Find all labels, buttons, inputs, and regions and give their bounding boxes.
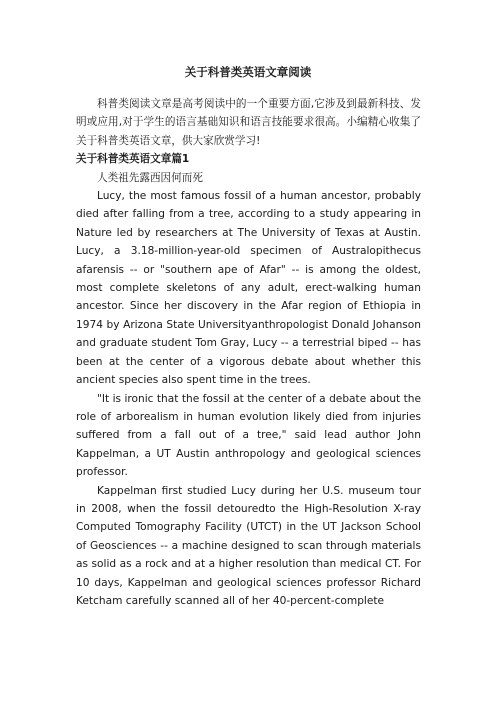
document-title: 关于科普类英语文章阅读 bbox=[184, 65, 312, 79]
article-paragraph-1: Lucy, the most famous fossil of a human ancestor, probably died after falling from a tree, according to a study appearing in Nature led by researchers at The University of Texas at Austin. Lucy, a 3.18-million-year-old specimen of Australopithecus afarensis -- or "southern ape of Afar" -- is among the oldest, most complete skeletons of any adult, erect-walking human ancestor. Since her discovery in the Afar region of Ethiopia in 1974 by Arizona State Universityanthropologist Donald Johanson and graduate student Tom Gray, Lucy -- a terrestrial biped -- has been at the center of a vigorous debate about whether this ancient species also spent time in the trees. bbox=[76, 190, 421, 387]
document-body bbox=[76, 95, 421, 610]
section-heading: 关于科普类英语文章篇1 bbox=[76, 153, 190, 166]
article-paragraph-3: Kappelman first studied Lucy during her U.S. museum tour in 2008, when the fossil detouredto the High-Resolution X-ray Computed Tomography Facility (UTCT) in the UT Jackson School of Geosciences -- a machine designed to scan through materials as solid as a rock and at a higher resolution than medical CT. For 10 days, Kappelman and geological sciences professor Richard Ketcham carefully scanned all of her 40-percent-complete bbox=[76, 484, 421, 607]
article-paragraph-2: "It is ironic that the fossil at the center of a debate about the role of arborealism in human evolution likely died from injuries suffered from a fall out of a tree," said lead author John Kappelman, a UT Austin anthropology and geological sciences professor. bbox=[76, 392, 421, 479]
article-title: 人类祖先露西因何而死 bbox=[97, 171, 203, 184]
intro-paragraph: 科普类阅读文章是高考阅读中的一个重要方面,它涉及到最新科技、发明或应用,对于学生的语言基础知识和语言技能要求很高。小编精心收集了关于科普类英语文章，供大家欣赏学习! bbox=[76, 98, 421, 147]
